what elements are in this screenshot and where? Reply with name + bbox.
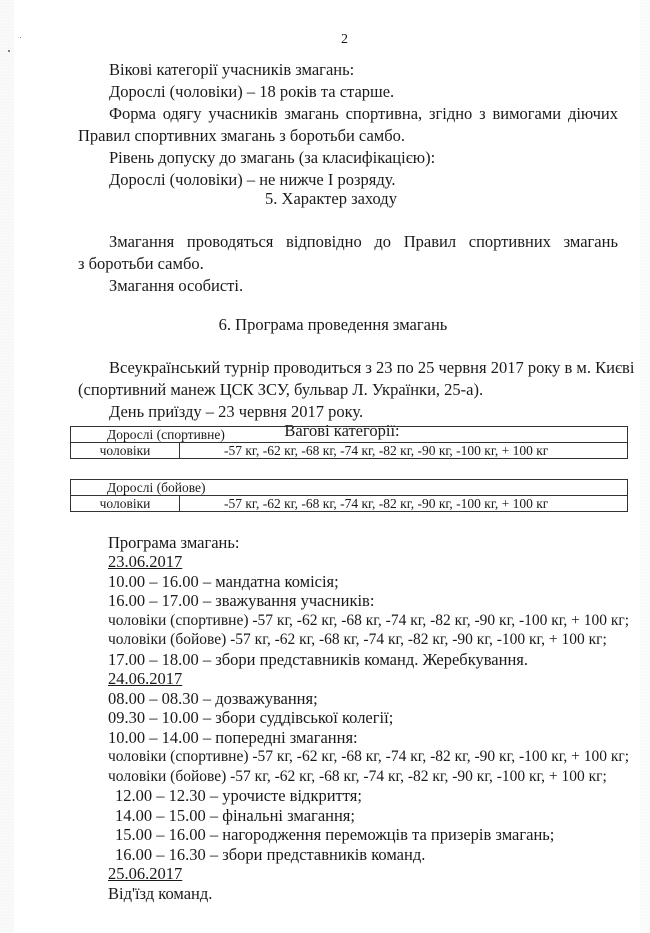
tournament-info-line1: Всеукраїнський турнір проводиться з 23 по 25 червня 2017 року в м. Києві: [109, 358, 635, 377]
program-item: 16.00 – 17.00 – зважування учасників:: [108, 591, 375, 610]
scan-edge-right: [640, 0, 650, 933]
weight-table-categories: -57 кг, -62 кг, -68 кг, -74 кг, -82 кг, -90 кг, -100 кг, + 100 кг: [180, 496, 628, 512]
program-item: 09.30 – 10.00 – збори суддівської колегії;: [108, 708, 394, 727]
scan-speck: [20, 37, 21, 38]
page-number: 2: [341, 32, 348, 47]
program-item: чоловіки (бойове) -57 кг, -62 кг, -68 кг, -74 кг, -82 кг, -90 кг, -100 кг, + 100 кг;: [108, 768, 607, 785]
program-item: 08.00 – 08.30 – дозважування;: [108, 689, 318, 708]
program-item: чоловіки (спортивне) -57 кг, -62 кг, -68 кг, -74 кг, -82 кг, -90 кг, -100 кг, + 100 кг;: [108, 748, 630, 765]
section-5-individual: Змагання особисті.: [109, 276, 244, 295]
admission-level-label: Рівень допуску до змагань (за класифікацією):: [109, 148, 436, 167]
program-item: 14.00 – 15.00 – фінальні змагання;: [115, 806, 355, 825]
scan-speck: [8, 50, 10, 52]
program-item: 10.00 – 16.00 – мандатна комісія;: [108, 572, 339, 591]
weight-table-combat: [70, 479, 628, 512]
program-item: чоловіки (бойове) -57 кг, -62 кг, -68 кг, -74 кг, -82 кг, -90 кг, -100 кг, + 100 кг;: [108, 631, 607, 648]
program-item: 17.00 – 18.00 – збори представників команд. Жеребкування.: [108, 650, 529, 669]
day-date: 24.06.2017: [108, 669, 183, 688]
uniform-paragraph-line1: Форма одягу учасників змагань спортивна, згідно з вимогами діючих: [109, 104, 618, 123]
weight-table-header: Дорослі (бойове): [71, 480, 628, 496]
program-item: Від'їзд команд.: [108, 884, 213, 903]
weight-table-gender: чоловіки: [71, 496, 180, 512]
tournament-info-line2: (спортивний манеж ЦСК ЗСУ, бульвар Л. Українки, 25-а).: [78, 380, 484, 399]
day-date: 23.06.2017: [108, 552, 183, 571]
age-categories-label: Вікові категорії учасників змагань:: [109, 60, 355, 79]
scan-edge-left: [0, 0, 14, 933]
section-5-paragraph-line1: Змагання проводяться відповідно до Правил спортивних змагань: [109, 232, 618, 251]
program-item: 10.00 – 14.00 – попередні змагання:: [108, 728, 358, 747]
section-5-paragraph-line2: з боротьби самбо.: [78, 254, 204, 273]
program-item: 15.00 – 16.00 – нагородження переможців та призерів змагань;: [115, 825, 555, 844]
section-5-heading: 5. Характер заходу: [265, 189, 397, 208]
program-title: Програма змагань:: [108, 533, 240, 552]
weight-categories-title: Вагові категорії:: [284, 421, 400, 440]
weight-table-header: Дорослі (спортивне): [71, 427, 628, 443]
weight-table-sport: [70, 426, 628, 459]
program-item: чоловіки (спортивне) -57 кг, -62 кг, -68 кг, -74 кг, -82 кг, -90 кг, -100 кг, + 100 кг;: [108, 612, 630, 629]
uniform-paragraph-line2: Правил спортивних змагань з боротьби самбо.: [78, 126, 405, 145]
arrival-day: День приїзду – 23 червня 2017 року.: [109, 402, 364, 421]
weight-table-categories: -57 кг, -62 кг, -68 кг, -74 кг, -82 кг, -90 кг, -100 кг, + 100 кг: [180, 443, 628, 459]
program-item: 12.00 – 12.30 – урочисте відкриття;: [115, 786, 362, 805]
section-6-heading: 6. Програма проведення змагань: [218, 315, 448, 334]
program-item: 16.00 – 16.30 – збори представників команд.: [115, 845, 426, 864]
age-categories-value: Дорослі (чоловіки) – 18 років та старше.: [109, 82, 395, 101]
day-date: 25.06.2017: [108, 864, 183, 883]
admission-level-value: Дорослі (чоловіки) – не нижче І розряду.: [109, 170, 396, 189]
weight-table-gender: чоловіки: [71, 443, 180, 459]
